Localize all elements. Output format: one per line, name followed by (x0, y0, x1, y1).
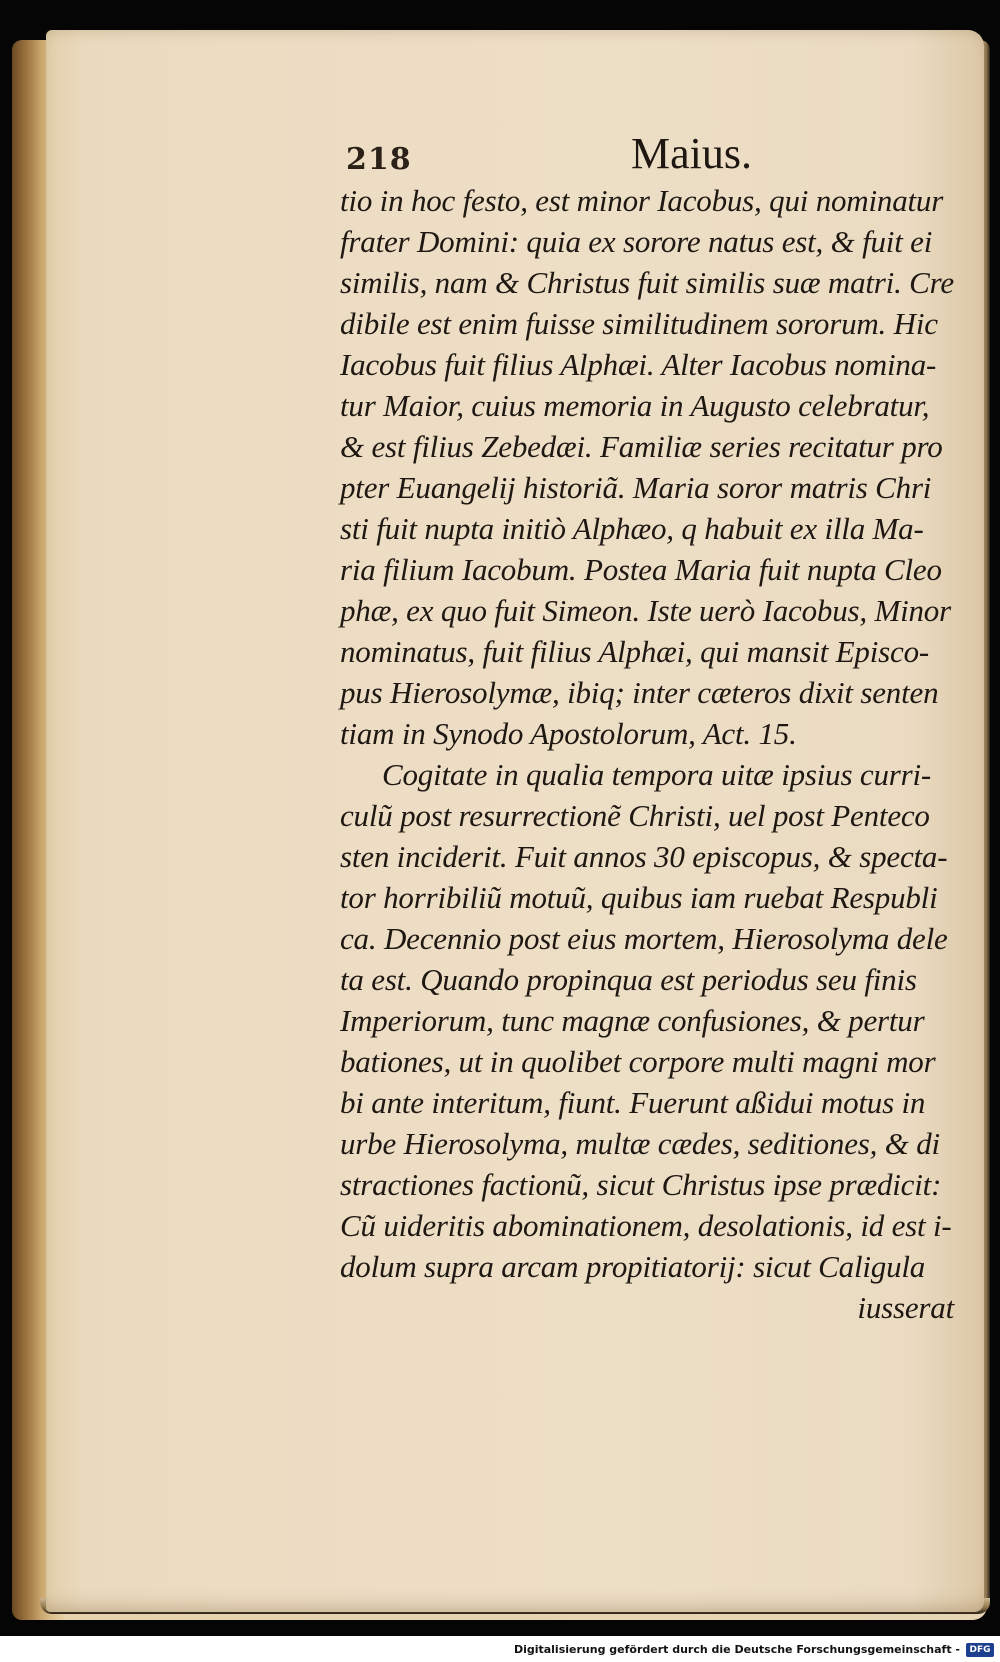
page-number: 218 (346, 142, 412, 177)
paragraph-start-line: Cogitate in qualia tempora uitæ ipsius curri- (382, 757, 932, 792)
text-line: phæ, ex quo fuit Simeon. Iste uerò Iacobus, Minor (340, 593, 951, 628)
text-line: tio in hoc festo, est minor Iacobus, qui nominatur (340, 183, 944, 218)
text-line: stractiones factionũ, sicut Christus ipse prædicit: (340, 1167, 942, 1202)
text-line: tur Maior, cuius memoria in Augusto celebratur, (340, 388, 930, 423)
digitization-footer (0, 1636, 1000, 1662)
text-line: Imperiorum, tunc magnæ confusiones, & pertur (340, 1003, 925, 1038)
text-line: ta est. Quando propinqua est periodus seu finis (340, 962, 917, 997)
text-line: ria filium Iacobum. Postea Maria fuit nupta Cleo (340, 552, 942, 587)
text-line: dolum supra arcam propitiatorij: sicut Caligula (340, 1249, 926, 1284)
catchword: iusserat (857, 1290, 954, 1325)
text-line: Iacobus fuit filius Alphæi. Alter Iacobus nomina- (340, 347, 937, 382)
text-line: pus Hierosolymæ, ibiq; inter cæteros dixit senten (340, 675, 939, 710)
text-line: similis, nam & Christus fuit similis suæ matri. Cre (340, 265, 954, 300)
text-line: Cũ uideritis abominationem, desolationis, id est i- (340, 1208, 952, 1243)
text-line: dibile est enim fuisse similitudinem sororum. Hic (340, 306, 938, 341)
text-line: pter Euangelij historiã. Maria soror matris Chri (340, 470, 932, 505)
main-text (340, 180, 962, 1328)
text-line: bationes, ut in quolibet corpore multi magni mor (340, 1044, 936, 1079)
running-title: Maius. (631, 129, 752, 178)
text-line: sti fuit nupta initiò Alphæo, q habuit ex illa Ma- (340, 511, 924, 546)
text-line: sten inciderit. Fuit annos 30 episcopus, & specta- (340, 839, 948, 874)
dfg-logo-icon[interactable]: DFG (966, 1643, 994, 1657)
text-line: bi ante interitum, fiunt. Fuerunt aßidui motus in (340, 1085, 926, 1120)
text-line: frater Domini: quia ex sorore natus est, & fuit ei (340, 224, 933, 259)
text-line: nominatus, fuit filius Alphæi, qui mansit Episco- (340, 634, 929, 669)
text-line: culũ post resurrectionẽ Christi, uel post Penteco (340, 798, 930, 833)
funding-credit: Digitalisierung gefördert durch die Deutsche Forschungsgemeinschaft - (513, 1643, 960, 1656)
text-line: ca. Decennio post eius mortem, Hierosolyma dele (340, 921, 948, 956)
text-line: urbe Hierosolyma, multæ cædes, seditiones, & di (340, 1126, 940, 1161)
text-line: tiam in Synodo Apostolorum, Act. 15. (340, 716, 797, 751)
page-header (346, 128, 958, 188)
text-line: & est filius Zebedæi. Familiæ series recitatur pro (340, 429, 943, 464)
text-line: tor horribiliũ motuũ, quibus iam ruebat Respubli (340, 880, 938, 915)
